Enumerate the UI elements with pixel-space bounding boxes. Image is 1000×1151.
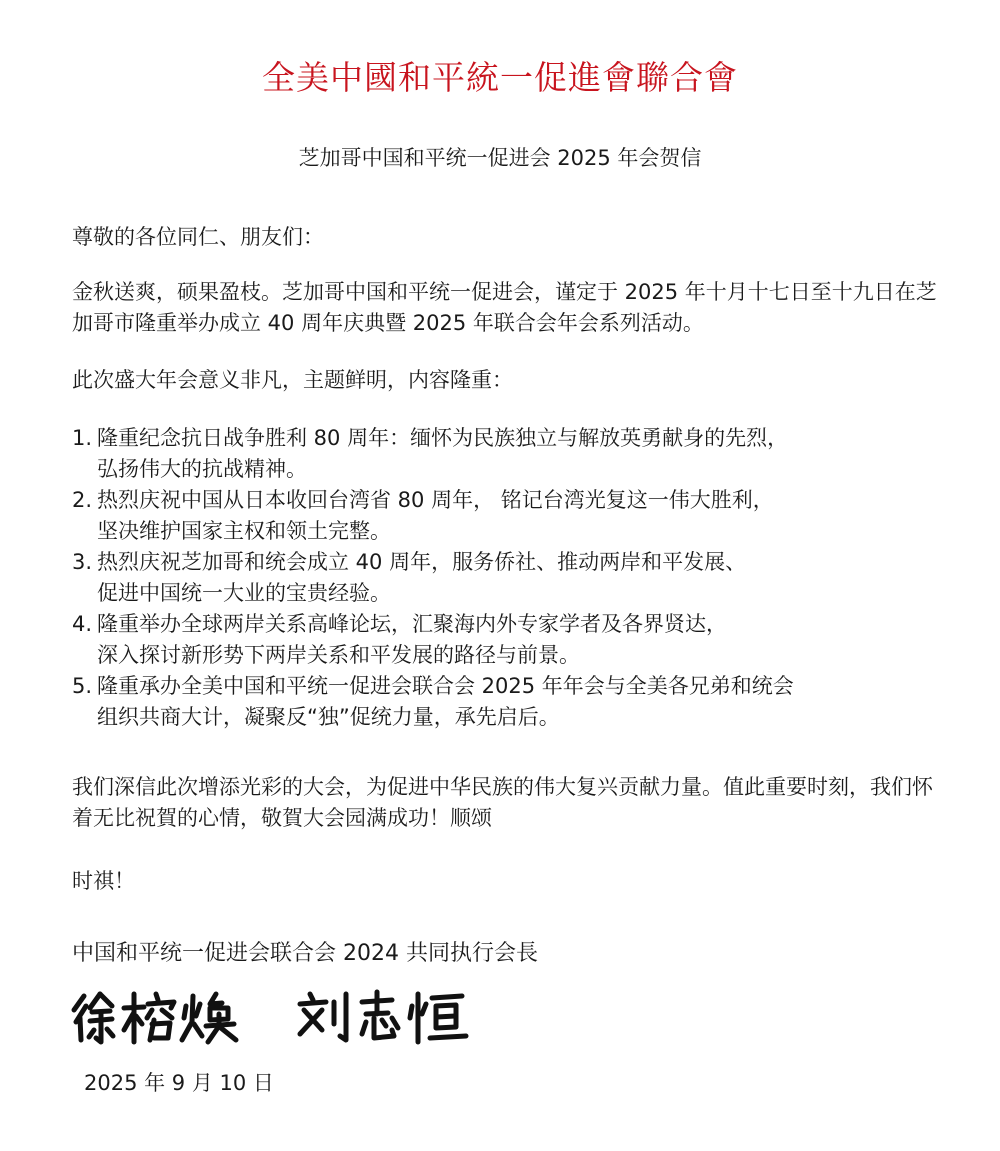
list-item-content [97,423,942,485]
salutation: 尊敬的各位同仁、朋友们： [72,225,324,249]
list-item-line: 隆重纪念抗日战争胜利 80 周年：缅怀为民族独立与解放英勇献身的先烈， [97,426,789,450]
list-item-number: 5. [72,674,93,698]
signoff-title: 中国和平统一促进会联合会 2024 共同执行会長 [72,941,538,966]
list-item-content [97,609,942,671]
list-item-line: 坚决维护国家主权和领土完整。 [97,519,391,543]
list-item-line: 热烈庆祝芝加哥和统会成立 40 周年，服务侨社、推动两岸和平发展、 [97,550,747,574]
list-item [72,671,942,733]
list-item-number: 2. [72,488,93,512]
conclusion-paragraph: 我们深信此次增添光彩的大会，为促进中华民族的伟大复兴贡献力量。值此重要时刻，我们怀着无比祝賀的心情，敬賀大会园满成功！顺颂 [72,775,933,830]
list-item-line: 隆重举办全球两岸关系高峰论坛，汇聚海内外专家学者及各界贤达， [97,612,727,636]
signature-second [300,992,466,1042]
theme-list [72,423,942,733]
list-item [72,609,942,671]
list-item-content [97,671,942,733]
list-item-number: 1. [72,426,93,450]
list-item-line: 促进中国统一大业的宝贵经验。 [97,581,391,605]
letter-subject: 芝加哥中国和平统一促进会 2025 年会贺信 [298,146,702,170]
signature-first [74,994,236,1042]
list-item-line: 组织共商大计，凝聚反“独”促统力量，承先启后。 [97,705,560,729]
intro-paragraph: 金秋送爽，硕果盈枝。芝加哥中国和平统一促进会，谨定于 2025 年十月十七日至十九日在芝加哥市隆重举办成立 40 周年庆典暨 2025 年联合会年会系列活动。 [72,280,937,335]
letter-date: 2025 年 9 月 10 日 [84,1071,274,1095]
list-item [72,423,942,485]
list-item-content [97,547,942,609]
list-item [72,547,942,609]
lead-paragraph: 此次盛大年会意义非凡，主题鲜明，内容隆重： [72,368,513,392]
list-item-line: 热烈庆祝中国从日本收回台湾省 80 周年， 铭记台湾光复这一伟大胜利， [97,488,774,512]
list-item-number: 4. [72,612,93,636]
handwritten-signatures [70,988,490,1048]
list-item-line: 深入探讨新形势下两岸关系和平发展的路径与前景。 [97,643,580,667]
list-item-content [97,485,942,547]
list-item-line: 弘扬伟大的抗战精神。 [97,457,307,481]
list-item-number: 3. [72,550,93,574]
closing-line: 时祺！ [72,869,135,893]
list-item [72,485,942,547]
list-item-line: 隆重承办全美中国和平统一促进会联合会 2025 年年会与全美各兄弟和统会 [97,674,794,698]
letterhead-title: 全美中國和平統一促進會聯合會 [262,58,738,97]
